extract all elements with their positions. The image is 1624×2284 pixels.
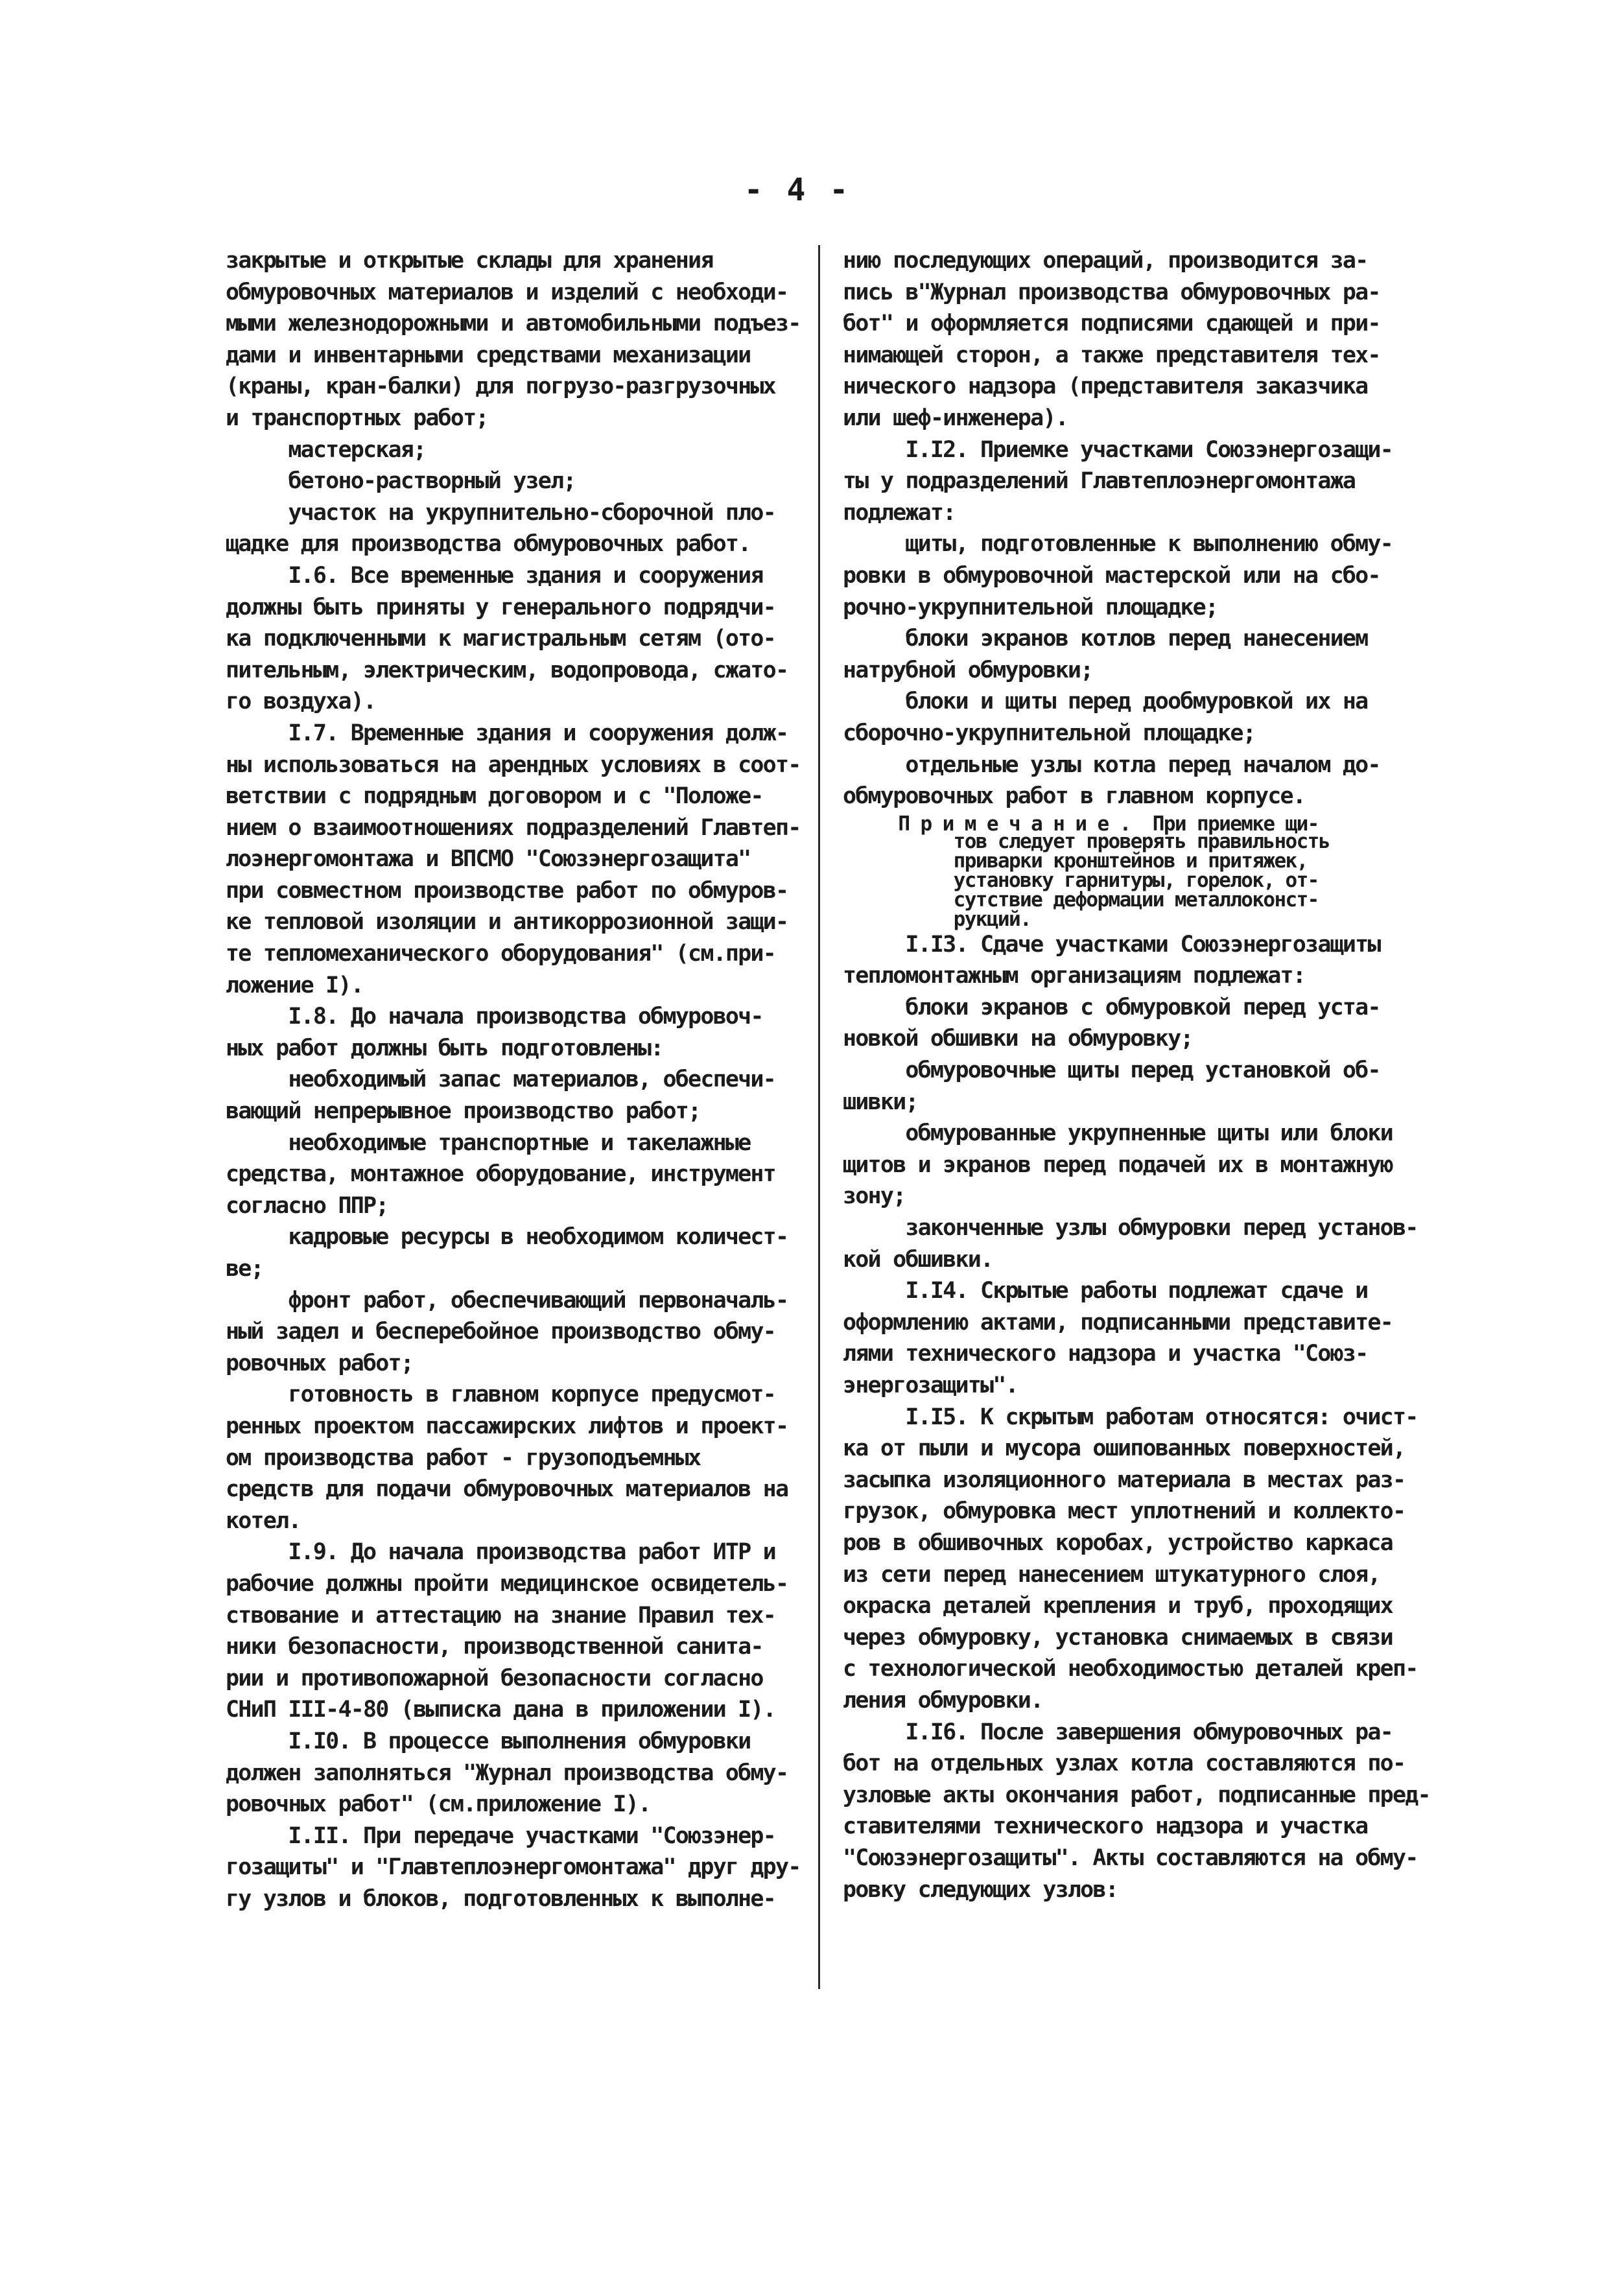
text-line: сборочно-укрупнительной площадке; — [843, 720, 1255, 746]
text-line: ка подключенными к магистральным сетям (ото- — [226, 626, 775, 652]
text-line: I.I6. После завершения обмуровочных ра- — [843, 1719, 1393, 1745]
text-line: грузок, обмуровка мест уплотнений и коллекто- — [843, 1498, 1406, 1525]
text-line: мастерская; — [226, 436, 426, 463]
text-line: ный задел и бесперебойное производство обму- — [226, 1319, 775, 1345]
text-line: котел. — [226, 1507, 301, 1534]
text-line: рабочие должны пройти медицинское освидетель- — [226, 1570, 788, 1597]
text-line: натрубной обмуровки; — [843, 657, 1093, 683]
text-line: при совместном производстве работ по обмуров- — [226, 877, 788, 904]
text-line: лоэнергомонтажа и ВПСМО "Союзэнергозащита" — [226, 846, 751, 873]
text-line: с технологической необходимостью деталей креп- — [843, 1656, 1418, 1682]
text-line: и транспортных работ; — [226, 405, 488, 431]
text-line: установку гарнитуры, горелок, от- — [843, 868, 1319, 892]
right-column-bottom-text — [843, 929, 1459, 1905]
text-line: готовность в главном корпусе предусмот- — [226, 1382, 775, 1408]
text-line: СНиП III-4-80 (выписка дана в приложении I). — [226, 1697, 775, 1723]
text-line: законченные узлы обмуровки перед установ- — [843, 1215, 1418, 1242]
note-heading-line: П р и м е ч а н и е . При приемке щи- — [843, 812, 1319, 836]
text-line: блоки и щиты перед дообмуровкой их на — [843, 689, 1368, 715]
text-line: ставителями технического надзора и участка — [843, 1813, 1368, 1840]
text-line: блоки экранов с обмуровкой перед уста- — [843, 994, 1380, 1020]
text-line: I.9. До начала производства работ ИТР и — [226, 1539, 775, 1566]
text-line: должен заполняться "Журнал производства обму- — [226, 1760, 788, 1786]
text-line: рии и противопожарной безопасности согласно — [226, 1665, 763, 1691]
text-line: те тепломеханического оборудования" (см.при- — [226, 941, 775, 967]
text-line: щитов и экранов перед подачей их в монтажную — [843, 1151, 1393, 1178]
text-line: ных работ должны быть подготовлены: — [226, 1035, 663, 1061]
text-line: должны быть приняты у генерального подрядчи- — [226, 594, 775, 620]
text-line: узловые акты окончания работ, подписанные пред- — [843, 1782, 1430, 1808]
text-line: подлежат: — [843, 499, 956, 526]
text-line: нимающей сторон, а также представителя тех- — [843, 342, 1380, 368]
text-line: пись в"Журнал производства обмуровочных ра- — [843, 279, 1380, 305]
text-line: мыми железнодорожными и автомобильными подъез- — [226, 311, 801, 337]
right-column — [843, 245, 1459, 1905]
text-line: необходимые транспортные и такелажные — [226, 1129, 751, 1156]
text-line: бетоно-растворный узел; — [226, 468, 576, 495]
text-line: кадровые ресурсы в необходимом количест- — [226, 1224, 788, 1251]
text-line: новкой обшивки на обмуровку; — [843, 1026, 1193, 1052]
text-line: бот на отдельных узлах котла составляются по- — [843, 1750, 1406, 1777]
text-line: средств для подачи обмуровочных материалов на — [226, 1476, 788, 1503]
text-line: обмуровочных материалов и изделий с необходи- — [226, 279, 788, 305]
text-line: кой обшивки. — [843, 1246, 993, 1273]
text-line: ствование и аттестацию на знание Правил тех- — [226, 1602, 775, 1629]
text-line: окраска деталей крепления и труб, проходящих — [843, 1593, 1393, 1619]
text-line: фронт работ, обеспечивающий первоначаль- — [226, 1287, 788, 1313]
text-line: обмуровочные щиты перед установкой об- — [843, 1057, 1380, 1084]
text-line: ты у подразделений Главтеплоэнергомонтажа — [843, 468, 1356, 495]
page-number: - 4 - — [744, 172, 851, 208]
text-line: ления обмуровки. — [843, 1687, 1043, 1713]
text-line: энергозащиты". — [843, 1372, 1018, 1398]
text-line: закрытые и открытые склады для хранения — [226, 248, 713, 274]
column-divider — [818, 245, 820, 1989]
text-line: I.I0. В процессе выполнения обмуровки — [226, 1728, 751, 1754]
right-column-top-text — [843, 245, 1459, 812]
text-line: ники безопасности, производственной санита- — [226, 1634, 763, 1660]
text-line: обмурованные укрупненные щиты или блоки — [843, 1120, 1393, 1147]
note-block — [843, 812, 1459, 929]
text-line: сутствие деформации металлоконст- — [843, 888, 1319, 912]
text-line: нию последующих операций, производится за- — [843, 248, 1368, 274]
note-body — [843, 829, 1459, 931]
text-line: оформлению актами, подписанными представите- — [843, 1309, 1393, 1336]
text-line: "Союзэнергозащиты". Акты составляются на обму- — [843, 1844, 1418, 1871]
text-line: го воздуха). — [226, 689, 376, 715]
text-line: дами и инвентарными средствами механизации — [226, 342, 751, 368]
text-line: ка от пыли и мусора ошипованных поверхностей, — [843, 1435, 1406, 1462]
text-line: щиты, подготовленные к выполнению обму- — [843, 531, 1393, 558]
text-line: I.I3. Сдаче участками Союзэнергозащиты — [843, 931, 1380, 958]
text-line: (краны, кран-балки) для погрузо-разгрузочных — [226, 373, 775, 400]
text-line: блоки экранов котлов перед нанесением — [843, 626, 1368, 652]
text-line: I.6. Все временные здания и сооружения — [226, 562, 763, 589]
text-line: вающий непрерывное производство работ; — [226, 1098, 701, 1125]
text-line: пительным, электрическим, водопровода, сжато- — [226, 657, 788, 683]
text-line: приварки кронштейнов и притяжек, — [843, 849, 1308, 873]
text-line: рочно-укрупнительной площадке; — [843, 594, 1218, 620]
text-line: ров в обшивочных коробах, устройство каркаса — [843, 1529, 1393, 1556]
text-line: ом производства работ - грузоподъемных — [226, 1444, 701, 1471]
text-line: нием о взаимоотношениях подразделений Главтеп- — [226, 814, 801, 841]
text-line: необходимый запас материалов, обеспечи- — [226, 1066, 775, 1093]
text-line: I.I5. К скрытым работам относятся: очист- — [843, 1404, 1418, 1430]
text-line: гозащиты" и "Главтеплоэнергомонтажа" друг дру- — [226, 1854, 801, 1881]
text-line: обмуровочных работ в главном корпусе. — [843, 783, 1306, 810]
text-line: I.7. Временные здания и сооружения долж- — [226, 720, 788, 746]
text-line: гу узлов и блоков, подготовленных к выполне- — [226, 1885, 775, 1912]
text-line: тепломонтажным организациям подлежат: — [843, 963, 1306, 989]
text-line: I.8. До начала производства обмуровоч- — [226, 1004, 763, 1030]
text-line: I.I2. Приемке участками Союзэнергозащи- — [843, 436, 1393, 463]
text-line: I.I4. Скрытые работы подлежат сдаче и — [843, 1278, 1368, 1304]
text-line: согласно ППР; — [226, 1192, 388, 1219]
text-line: ке тепловой изоляции и антикоррозионной защи- — [226, 909, 788, 936]
text-line: средства, монтажное оборудование, инструмент — [226, 1161, 775, 1188]
text-line: отдельные узлы котла перед началом до- — [843, 751, 1380, 778]
text-line: ве; — [226, 1256, 263, 1282]
text-line: нического надзора (представителя заказчика — [843, 373, 1368, 400]
text-line: лями технического надзора и участка "Союз- — [843, 1341, 1368, 1367]
text-line: щадке для производства обмуровочных работ. — [226, 531, 751, 558]
text-line: зону; — [843, 1183, 906, 1210]
text-line: I.II. При передаче участками "Союзэнер- — [226, 1822, 775, 1849]
text-line: ренных проектом пассажирских лифтов и проект- — [226, 1413, 788, 1439]
text-line: рукций. — [843, 907, 1031, 931]
text-line: участок на укрупнительно-сборочной пло- — [226, 499, 775, 526]
text-line: засыпка изоляционного материала в местах раз- — [843, 1466, 1406, 1493]
text-line: ровки в обмуровочной мастерской или на сбо- — [843, 562, 1380, 589]
text-line: тов следует проверять правильность — [843, 829, 1330, 853]
text-line: ны использоваться на арендных условиях в соот- — [226, 751, 801, 778]
text-line: ветствии с подрядным договором и с "Положе- — [226, 783, 763, 810]
text-line: через обмуровку, установка снимаемых в связи — [843, 1624, 1393, 1651]
text-line: из сети перед нанесением штукатурного слоя, — [843, 1561, 1380, 1588]
text-line: или шеф-инженера). — [843, 405, 1068, 431]
text-line: ложение I). — [226, 972, 363, 998]
text-line: ровочных работ" (см.приложение I). — [226, 1791, 651, 1818]
left-column — [226, 245, 801, 1914]
text-line: ровку следующих узлов: — [843, 1876, 1118, 1903]
text-line: бот" и оформляется подписями сдающей и при- — [843, 311, 1380, 337]
text-line: шивки; — [843, 1089, 918, 1115]
text-line: ровочных работ; — [226, 1350, 414, 1376]
